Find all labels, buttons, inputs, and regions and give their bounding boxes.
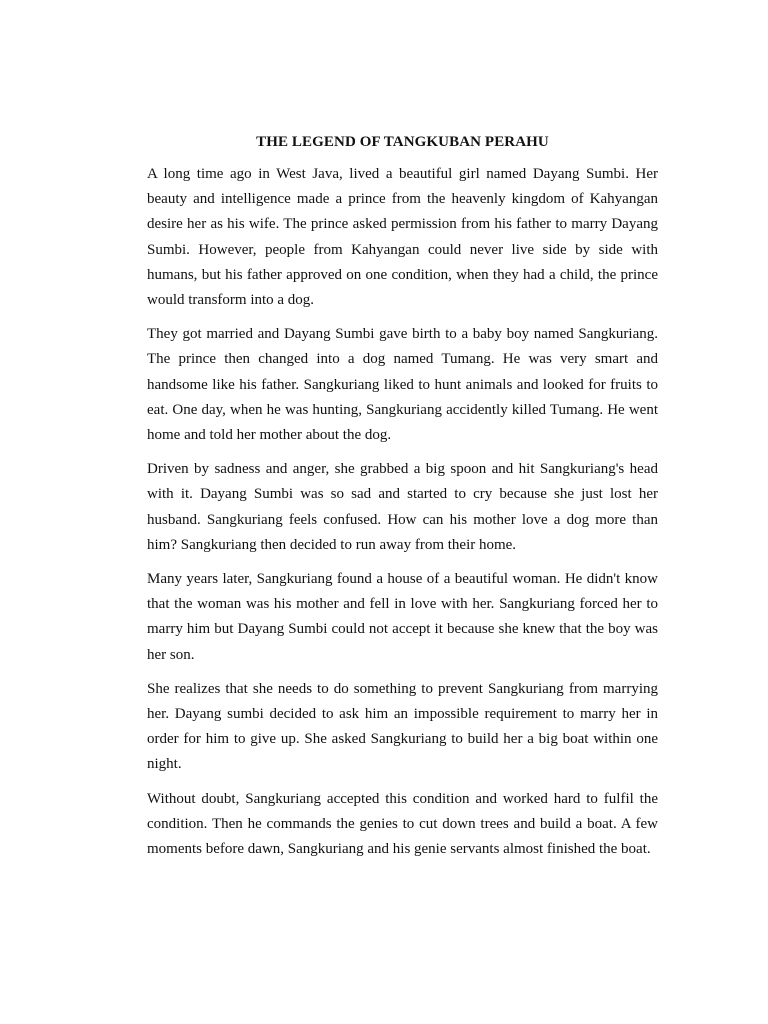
document-title: THE LEGEND OF TANGKUBAN PERAHU: [256, 134, 549, 150]
paragraph-3: Driven by sadness and anger, she grabbed a big spoon and hit Sangkuriang's head with it. Dayang Sumbi was so sad and started to cry because she just lost her husband. Sangkuriang feels confused. How can his mother love a dog more than him? Sangkuriang then decided to run away from their home.: [147, 461, 658, 553]
paragraph-5: She realizes that she needs to do something to prevent Sangkuriang from marrying her. Dayang sumbi decided to ask him an impossible requirement to marry her in order for him to give up. She asked Sangkuriang to build her a big boat within one night.: [147, 680, 658, 773]
paragraph-6: Without doubt, Sangkuriang accepted this condition and worked hard to fulfil the condition. Then he commands the genies to cut down trees and build a boat. A few moments before dawn, Sangkuriang and his genie servants almost finished the boat.: [147, 790, 658, 858]
document-page: [147, 132, 658, 871]
paragraph-4: Many years later, Sangkuriang found a house of a beautiful woman. He didn't know that the woman was his mother and fell in love with her. Sangkuriang forced her to marry him but Dayang Sumbi could not accept it because she knew that the boy was her son.: [147, 571, 658, 663]
paragraph-2: They got married and Dayang Sumbi gave birth to a baby boy named Sangkuriang. The prince then changed into a dog named Tumang. He was very smart and handsome like his father. Sangkuriang liked to hunt animals and looked for fruits to eat. One day, when he was hunting, Sangkuriang accidently killed Tumang. He went home and told her mother about the dog.: [147, 326, 658, 444]
paragraph-1: A long time ago in West Java, lived a beautiful girl named Dayang Sumbi. Her beauty and intelligence made a prince from the heavenly kingdom of Kahyangan desire her as his wife. The prince asked permission from his father to marry Dayang Sumbi. However, people from Kahyangan could never live side by side with humans, but his father approved on one condition, when they had a child, the prince would transform into a dog.: [147, 166, 658, 309]
